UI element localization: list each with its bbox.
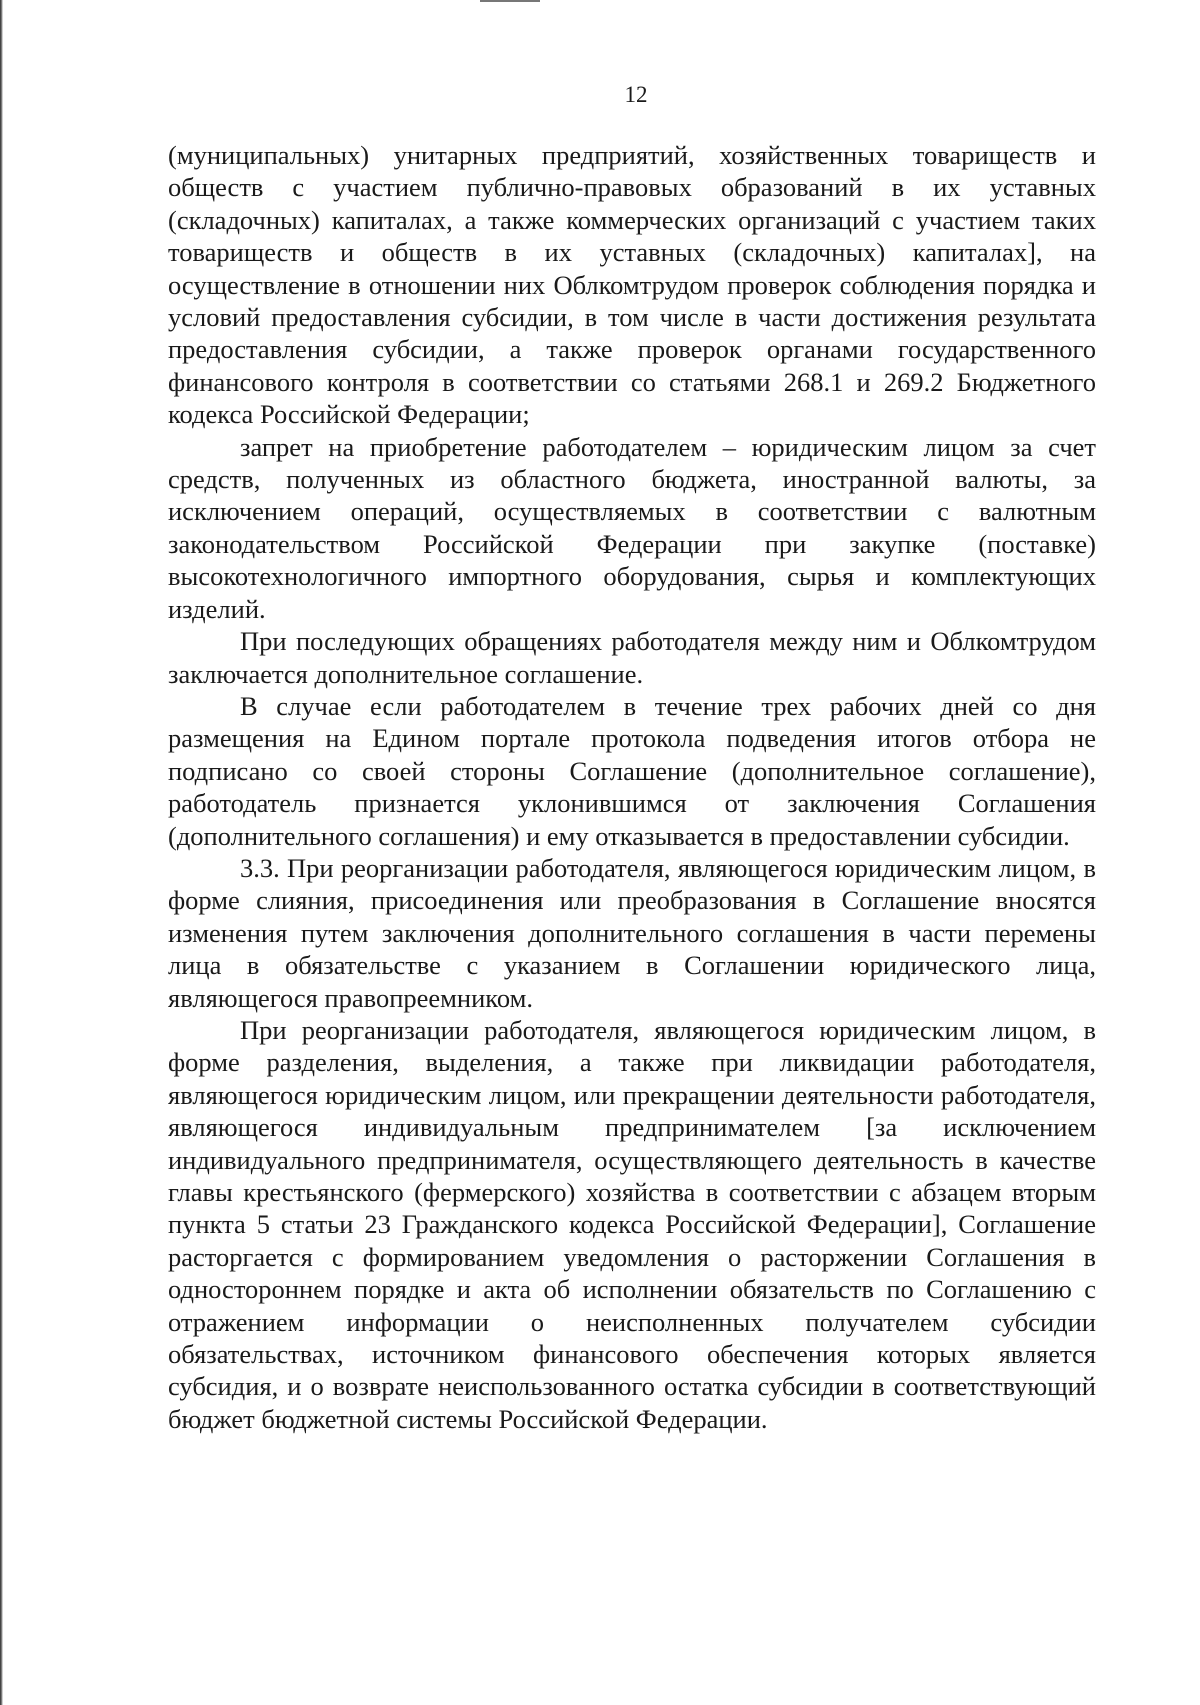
page-number: 12: [624, 82, 648, 107]
document-body: [168, 139, 1096, 1435]
paragraph-2: запрет на приобретение работодателем – юридическим лицом за счет средств, полученных из областного бюджета, иностранной валюты, за исключением операций, осуществляемых в соответствии с валютным законодательством Российской Федерации при закупке (поставке) высокотехнологичного импортного оборудования, сырья и комплектующих изделий.: [168, 431, 1096, 624]
scan-edge-top: [480, 0, 540, 2]
paragraph-4: В случае если работодателем в течение трех рабочих дней со дня размещения на Едином портале протокола подведения итогов отбора не подписано со своей стороны Соглашение (дополнительное соглашение), работодатель признается уклонившимся от заключения Соглашения (дополнительного соглашения) и ему отказывается в предоставлении субсидии.: [168, 690, 1096, 851]
paragraph-5: 3.3. При реорганизации работодателя, являющегося юридическим лицом, в форме слияния, присоединения или преобразования в Соглашение вносятся изменения путем заключения дополнительного соглашения в части перемены лица в обязательстве с указанием в Соглашении юридического лица, являющегося правопреемником.: [168, 852, 1096, 1013]
paragraph-3: При последующих обращениях работодателя между ним и Облкомтрудом заключается дополнительное соглашение.: [168, 626, 1096, 689]
paragraph-1: (муниципальных) унитарных предприятий, хозяйственных товариществ и обществ с участием публично-правовых образований в их уставных (складочных) капиталах, а также коммерческих организаций с участием таких товариществ и обществ в их уставных (складочных) капиталах], на осуществление в отношении них Облкомтрудом проверок соблюдения порядка и условий предоставления субсидии, в том числе в части достижения результата предоставления субсидии, а также проверок органами государственного финансового контроля в соответствии со статьями 268.1 и 269.2 Бюджетного кодекса Российской Федерации;: [168, 140, 1096, 430]
scan-edge-left: [0, 0, 3, 1705]
paragraph-6: При реорганизации работодателя, являющегося юридическим лицом, в форме разделения, выделения, а также при ликвидации работодателя, являющегося юридическим лицом, или прекращении деятельности работодателя, являющегося индивидуальным предпринимателем [за исключением индивидуального предпринимателя, осуществляющего деятельность в качестве главы крестьянского (фермерского) хозяйства в соответствии с абзацем вторым пункта 5 статьи 23 Гражданского кодекса Российской Федерации], Соглашение расторгается с формированием уведомления о расторжении Соглашения в одностороннем порядке и акта об исполнении обязательств по Соглашению с отражением информации о неисполненных получателем субсидии обязательствах, источником финансового обеспечения которых является субсидия, и о возврате неиспользованного остатка субсидии в соответствующий бюджет бюджетной системы Российской Федерации.: [168, 1014, 1096, 1434]
